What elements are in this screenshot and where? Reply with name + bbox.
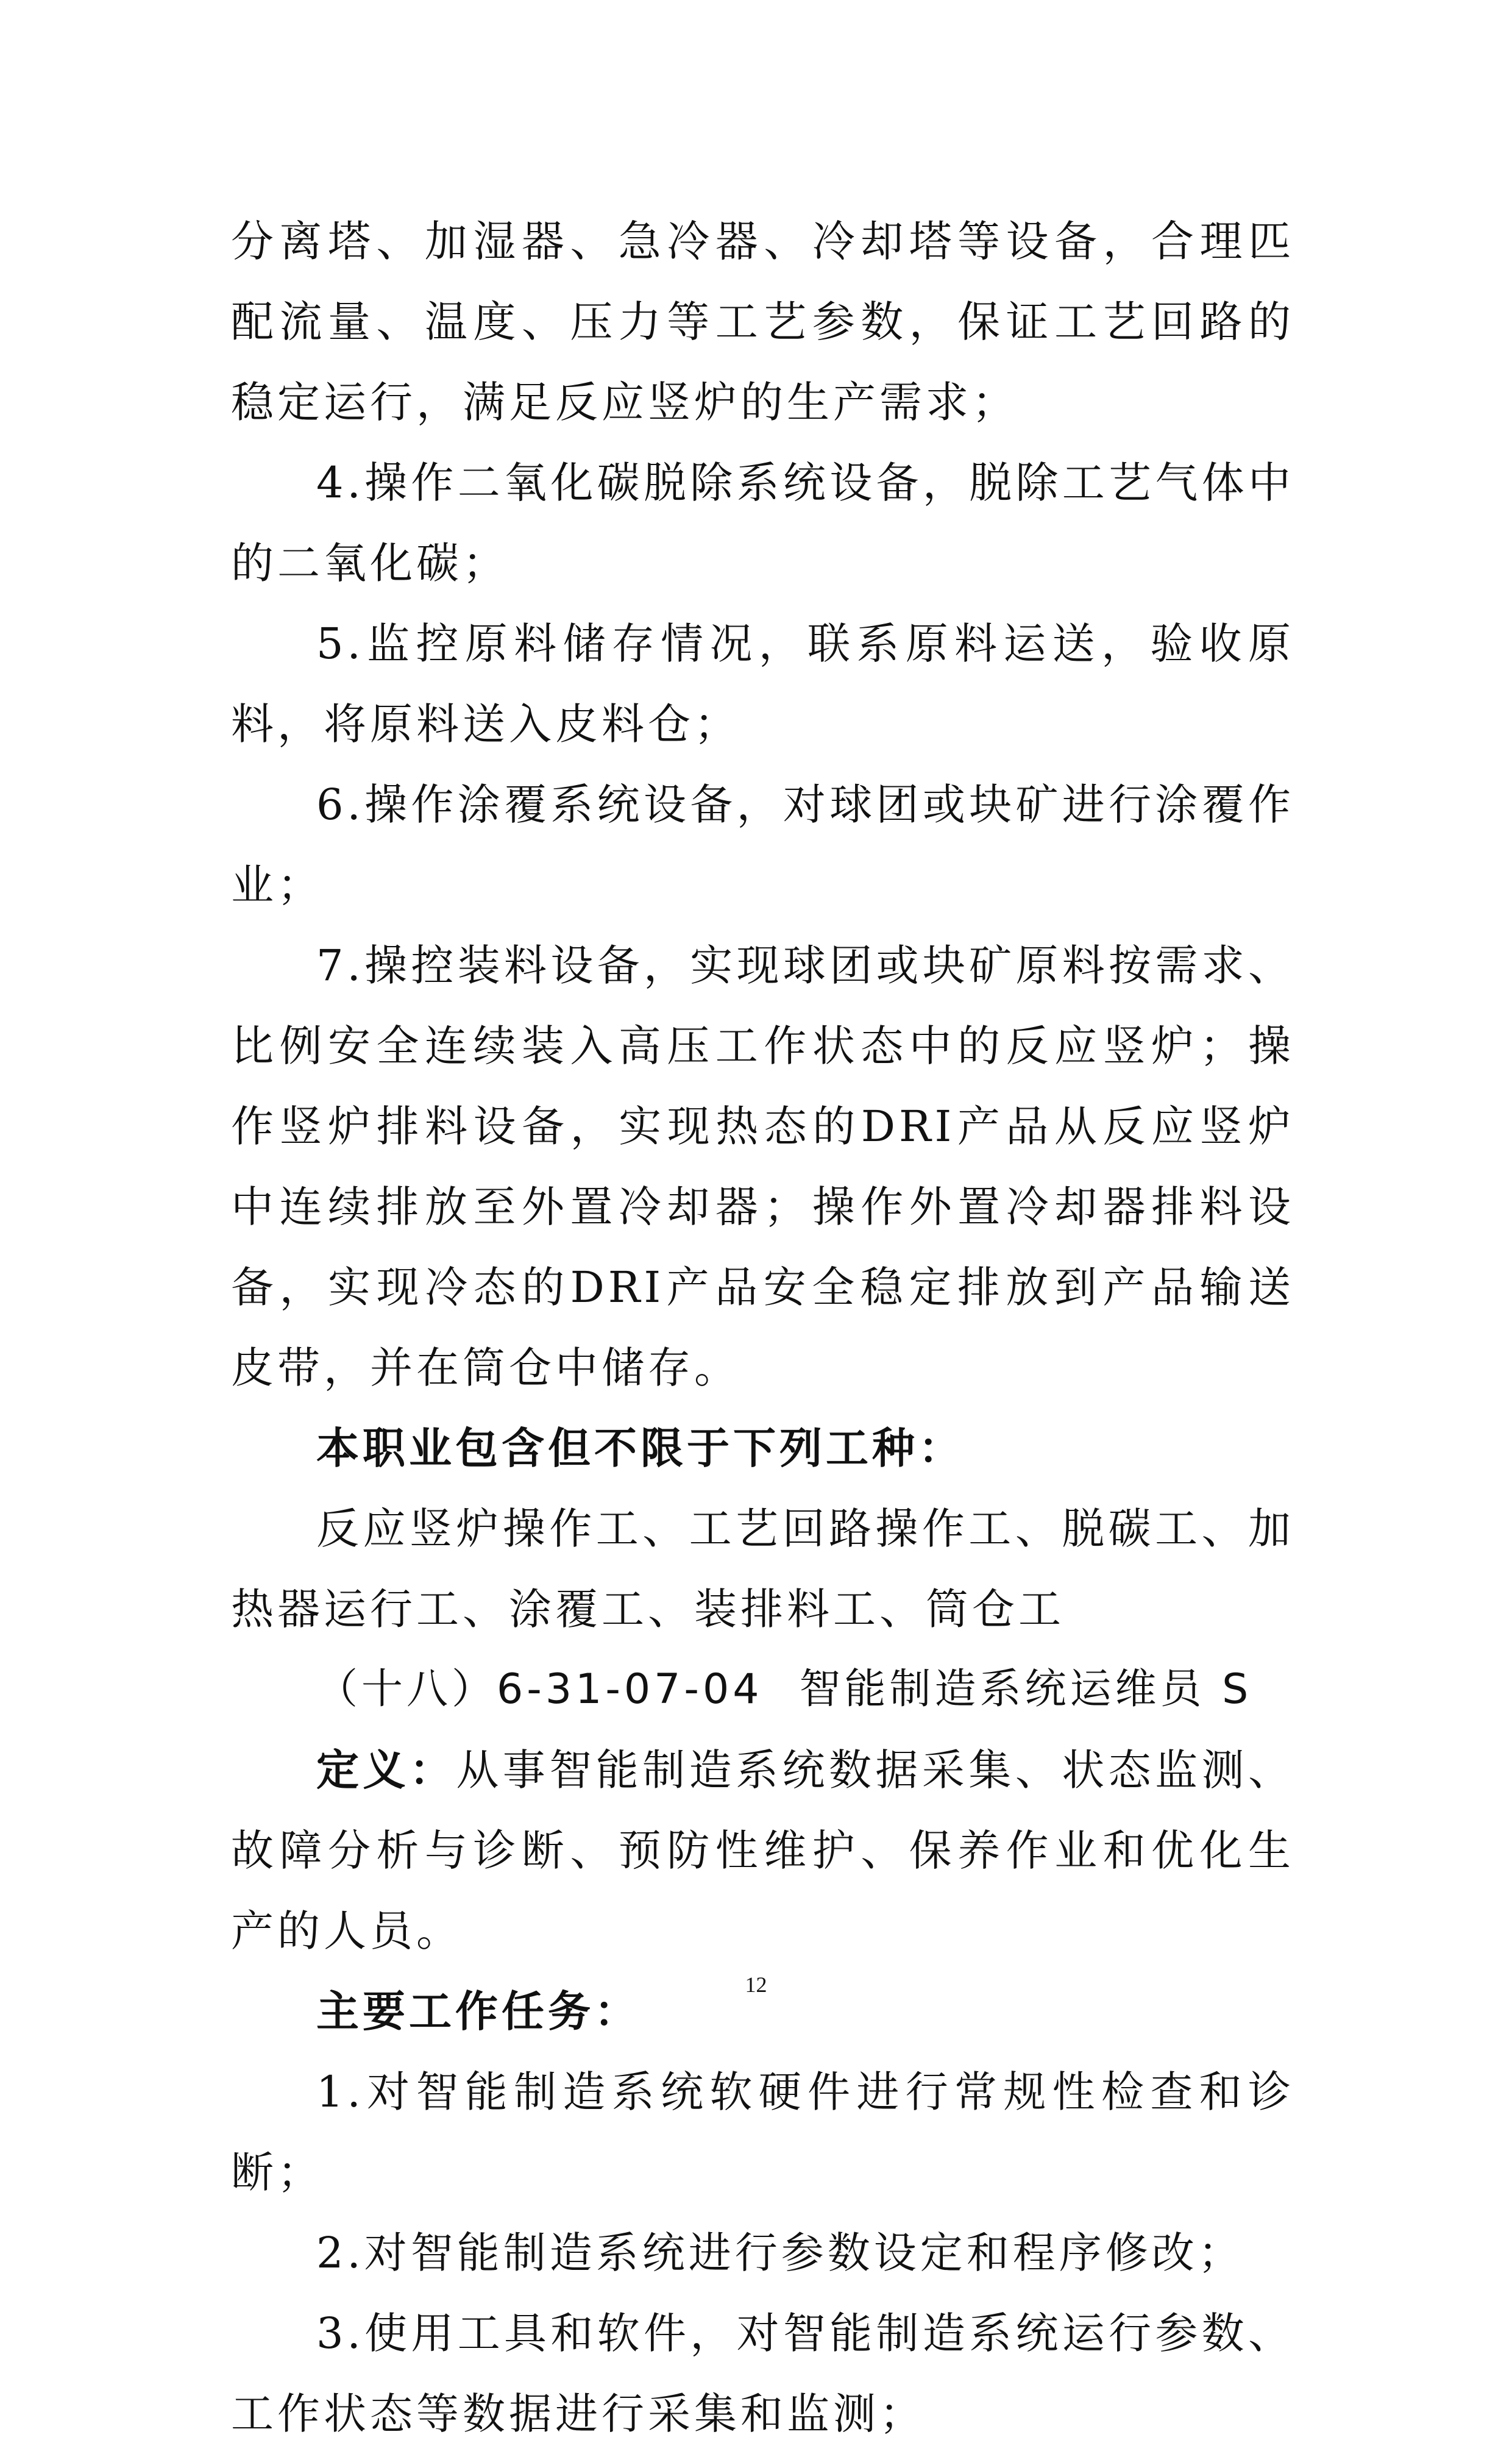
definition-text: 从事智能制造系统数据采集、状态监测、故障分析与诊断、预防性维护、保养作业和优化生产的人员。	[231, 1745, 1295, 1956]
new-task-item-2: 2.对智能制造系统进行参数设定和程序修改；	[316, 2228, 1244, 2278]
work-types-text: 反应竖炉操作工、工艺回路操作工、脱碳工、加热器运行工、涂覆工、装排料工、筒仓工	[231, 1504, 1294, 1634]
new-task-item-3: 3.使用工具和软件，对智能制造系统运行参数、工作状态等数据进行采集和监测；	[231, 2308, 1294, 2439]
task-item-6: 6.操作涂覆系统设备，对球团或块矿进行涂覆作业；	[231, 780, 1294, 910]
paragraph-continued: 分离塔、加湿器、急冷器、冷却塔等设备，合理匹配流量、温度、压力等工艺参数，保证工艺回路的稳定运行，满足反应竖炉的生产需求；	[231, 216, 1294, 427]
definition-paragraph	[231, 1730, 1294, 1971]
page-number: 12	[745, 1972, 767, 1997]
task-item-7: 7.操控装料设备，实现球团或块矿原料按需求、比例安全连续装入高压工作状态中的反应竖炉；操作竖炉排料设备，实现热态的DRI产品从反应竖炉中连续排放至外置冷却器；操作外置冷却器排料设备，实现冷态的DRI产品安全稳定排放到产品输送皮带，并在筒仓中储存。	[231, 941, 1294, 1393]
definition-label: 定义：	[316, 1745, 456, 1795]
work-types-heading: 本职业包含但不限于下列工种：	[316, 1423, 965, 1473]
task-item-4: 4.操作二氧化碳脱除系统设备，脱除工艺气体中的二氧化碳；	[231, 458, 1294, 588]
task-item-5: 5.监控原料储存情况，联系原料运送，验收原料，将原料送入皮料仓；	[231, 619, 1294, 749]
section-occupation-name: 智能制造系统运维员 S	[799, 1665, 1252, 1713]
section-number: （十八）	[316, 1665, 497, 1713]
page-body	[231, 201, 1294, 2454]
section-code: 6-31-07-04	[497, 1665, 763, 1713]
new-task-item-1: 1.对智能制造系统软硬件进行常规性检查和诊断；	[231, 2067, 1294, 2197]
section-title	[231, 1649, 1294, 1730]
tasks-heading: 主要工作任务：	[316, 1986, 641, 2036]
